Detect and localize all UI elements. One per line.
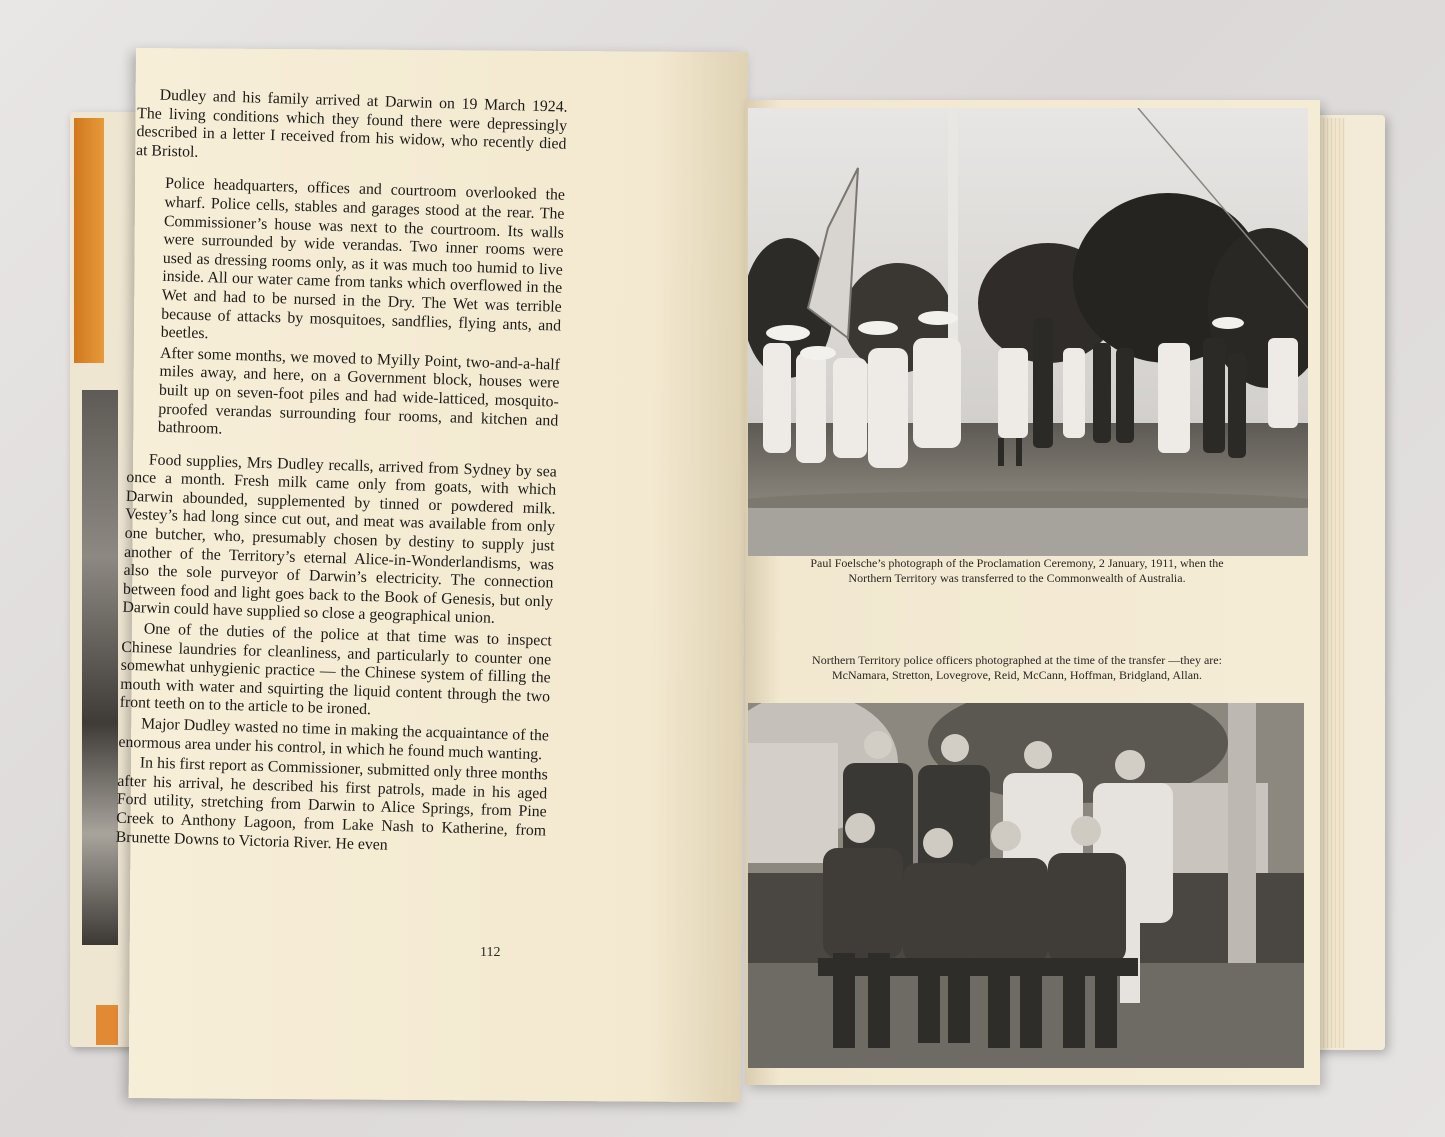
quoted-paragraph: After some months, we moved to Myilly Point, two-and-a-half miles away, and here, on a Government block, houses were built up on seven-foot piles and had wide-latticed, mosquito-proofed verandas surrounding four rooms, and kitchen and bathroom. bbox=[157, 344, 561, 438]
cover-photo-strip bbox=[82, 390, 118, 945]
proclamation-ceremony-photo bbox=[748, 108, 1308, 556]
paragraph: One of the duties of the police at that time was to inspect Chinese laundries for cleanliness, and particularly to counter one somewhat unhygienic practice — the Chinese system of filling the mouth with water and squirting the liquid content through the two front teeth on to the article to be ironed. bbox=[119, 620, 552, 719]
quoted-paragraph: Police headquarters, offices and courtroom overlooked the wharf. Police cells, stables and garages stood at the rear. The Commissioner’s house was next to the courtroom. Its walls were surrounded by wide verandas. Two inner rooms were used as dressing rooms only, as it was much too humid to live inside. All our water came from tanks which overflowed in the Wet and had to be nursed in the Dry. The Wet was terrible because of attacks by mosquitoes, sandflies, flying ants, and beetles. bbox=[160, 175, 566, 343]
paragraph: Food supplies, Mrs Dudley recalls, arrived from Sydney by sea once a month. Fresh milk came only from goats, with which Darwin abounded, supplemented by tinned or powdered milk. Vestey’s had long since cut out, and meat was available from only one butcher, who, presumably chosen by destiny to supply just another of the Territory’s eternal Alice-in-Wonderlandisms, was also the sole purveyor of Darwin’s electricity. The connection between food and light goes back to the Book of Genesis, but only Darwin could have supplied so close a geographical union. bbox=[122, 451, 557, 628]
cover-orange-band-bottom bbox=[96, 1005, 118, 1045]
left-page-text bbox=[115, 86, 567, 862]
paragraph: In his first report as Commissioner, submitted only three months after his arrival, he described his first patrols, made in his aged Ford utility, stretching from Darwin to Alice Springs, from Pine Creek to Anthony Lagoon, from Lake Nash to Katherine, from Brunette Downs to Victoria River. He even bbox=[115, 754, 548, 854]
page-number: 112 bbox=[480, 945, 501, 960]
photo-caption-top: Paul Foelsche’s photograph of the Proclamation Ceremony, 2 January, 1911, when the Northern Territory was transferred to the Commonwealth of Australia. bbox=[810, 556, 1224, 585]
photo-caption-bottom: Northern Territory police officers photographed at the time of the transfer —they are: McNamara, Stretton, Lovegrove, Reid, McCann, Hoffman, Bridgland, Allan. bbox=[812, 653, 1222, 682]
cover-orange-band bbox=[74, 118, 104, 363]
paragraph: Major Dudley wasted no time in making the acquaintance of the enormous area under his control, in which he found much wanting. bbox=[118, 715, 550, 763]
paragraph: Dudley and his family arrived at Darwin on 19 March 1924. The living conditions which they found there were depressingly described in a letter I received from his widow, who recently died at Bristol. bbox=[135, 86, 568, 161]
police-officers-photo bbox=[748, 703, 1304, 1068]
